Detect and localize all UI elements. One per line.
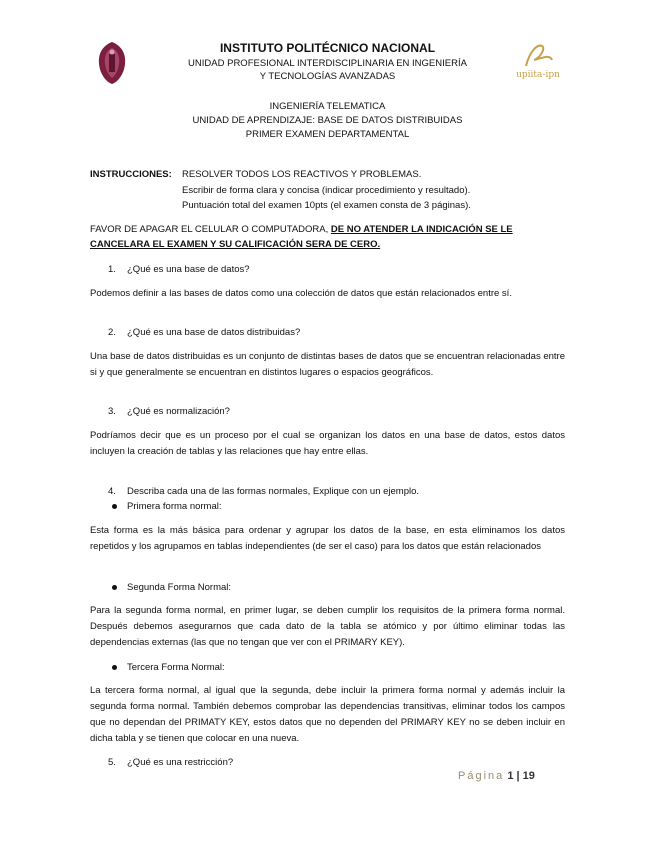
second-normal-form-text: Para la segunda forma normal, en primer lugar, se deben cumplir los requisitos de la primera forma normal. Después debemos asegurarnos que cada dato de la tabla se atómico y por último eliminar todas las dependencias externas (las que no tengan que ver con el PRIMARY KEY).: [90, 605, 565, 648]
page-number-footer: [458, 770, 535, 782]
first-normal-form-title: Primera forma normal:: [127, 501, 222, 512]
bullet-icon: [112, 665, 117, 670]
instructions-line-2: Escribir de forma clara y concisa (indicar procedimiento y resultado).: [182, 185, 471, 196]
question-4-number: 4.: [108, 486, 116, 497]
institution-title: INSTITUTO POLITÉCNICO NACIONAL: [219, 41, 436, 55]
upiita-logo: [512, 40, 564, 84]
page-current: 1: [507, 770, 514, 782]
course-name: UNIDAD DE APRENDIZAJE: BASE DE DATOS DISTRIBUIDAS: [192, 115, 463, 126]
warning-line-1: [90, 223, 513, 236]
second-normal-form-title: Segunda Forma Normal:: [127, 582, 232, 593]
answer-1: Podemos definir a las bases de datos como una colección de datos que están relacionados entre sí.: [90, 288, 512, 299]
answer-2: Una base de datos distribuidas es un conjunto de distintas bases de datos que se encuentran relacionadas entre si y que generalmente se encuentran en distintos lugares o espacios geográficos.: [90, 351, 565, 378]
unit-line-1: UNIDAD PROFESIONAL INTERDISCIPLINARIA EN INGENIERÍA: [188, 58, 467, 69]
instructions-line-3: Puntuación total del examen 10pts (el examen consta de 3 páginas).: [182, 200, 471, 211]
warning-bold-2: CANCELARA EL EXAMEN Y SU CALIFICACIÓN SERA DE CERO.: [90, 239, 381, 250]
instructions-line-1: RESOLVER TODOS LOS REACTIVOS Y PROBLEMAS.: [182, 169, 422, 180]
unit-line-2: Y TECNOLOGÍAS AVANZADAS: [259, 71, 396, 82]
exam-name: PRIMER EXAMEN DEPARTAMENTAL: [245, 129, 410, 140]
question-1-text: ¿Qué es una base de datos?: [127, 264, 250, 275]
answer-3: Podríamos decir que es un proceso por el cual se organizan los datos en una base de datos, estos datos incluyen la creación de tablas y las relaciones que hay entre ellas.: [90, 430, 565, 457]
question-5-text: ¿Qué es una restricción?: [127, 757, 234, 768]
page-separator: |: [516, 770, 520, 782]
program-name: INGENIERÍA TELEMATICA: [269, 101, 386, 112]
instructions-label: INSTRUCCIONES:: [90, 169, 172, 180]
question-4-text: Describa cada una de las formas normales, Explique con un ejemplo.: [127, 486, 420, 497]
first-normal-form-text: Esta forma es la más básica para ordenar y agrupar los datos de la base, en esta eliminamos los datos repetidos y los agrupamos en tablas independientes (de ser el caso) para los datos que están relacionados: [90, 525, 565, 552]
ipn-logo: [96, 40, 128, 86]
question-1-number: 1.: [108, 264, 116, 275]
question-2-number: 2.: [108, 327, 116, 338]
warning-normal: FAVOR DE APAGAR EL CELULAR O COMPUTADORA,: [90, 224, 331, 235]
bullet-icon: [112, 504, 117, 509]
question-3-number: 3.: [108, 406, 116, 417]
bullet-icon: [112, 585, 117, 590]
question-5-number: 5.: [108, 757, 116, 768]
question-3-text: ¿Qué es normalización?: [127, 406, 230, 417]
third-normal-form-title: Tercera Forma Normal:: [127, 662, 225, 673]
question-2-text: ¿Qué es una base de datos distribuidas?: [127, 327, 301, 338]
page-label: Página: [458, 770, 505, 782]
warning-bold-1: DE NO ATENDER LA INDICACIÓN SE LE: [330, 224, 513, 235]
upiita-logo-text: upiita-ipn: [516, 70, 560, 80]
page-total: 19: [522, 770, 535, 782]
third-normal-form-text: La tercera forma normal, al igual que la segunda, debe incluir la primera forma normal y además incluir la segunda forma normal. También debemos comprobar las dependencias transitivas, eliminar todos los campos que no dependan del PRIMATY KEY, estos datos que no dependen del PRIMARY KEY no se deben incluir en dicha tabla y se tienen que colocar en una nueva.: [90, 685, 565, 744]
